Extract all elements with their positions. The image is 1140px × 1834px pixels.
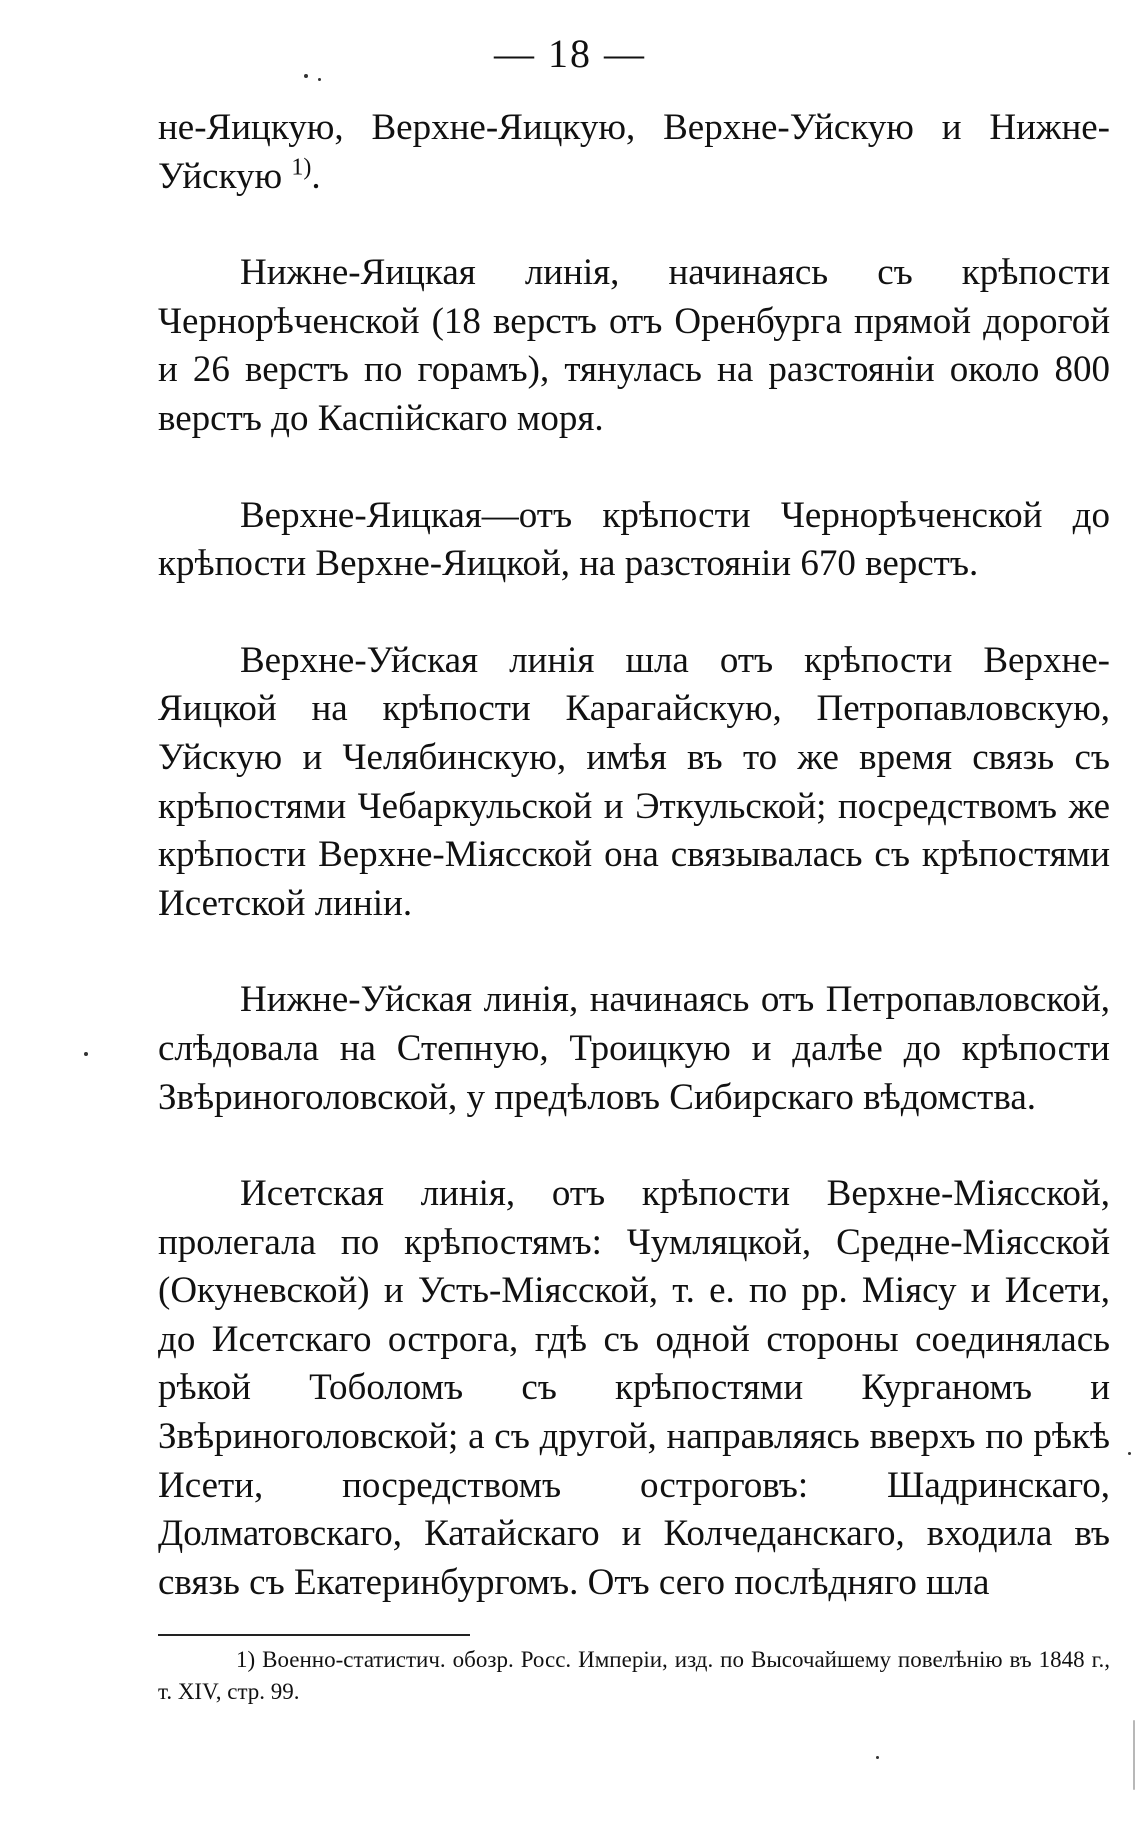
paragraph-nizhne-yaitskaya: Нижне-Яицкая линія, начинаясь съ крѣпости Чернорѣченской (18 верстъ отъ Оренбурга прямой дорогой и 26 верстъ по горамъ), тянулась на разстояніи около 800 верстъ до Каспійскаго моря. [158,252,1110,439]
paragraph-nizhne-uiskaya: Нижне-Уйская линія, начинаясь отъ Петропавловской, слѣдовала на Степную, Троицкую и далѣе до крѣпости Звѣриноголовской, у предѣловъ Сибирскаго вѣдомства. [158,979,1110,1118]
scan-speck [876,1756,879,1759]
paragraph-text: не-Яицкую, Верхне-Яицкую, Верхне-Уйскую и Нижне-Уйскую [158,107,1110,197]
page-number: — 18 — [494,31,646,76]
scan-speck [304,74,308,78]
footnote-reference: 1) [291,154,312,181]
paragraph-tail: . [311,155,321,197]
scan-speck [1133,1720,1135,1790]
paragraph-continuation [158,104,1110,201]
main-text [158,104,1110,1607]
footnote [158,1644,1110,1708]
paragraph-verkhne-yaitskaya: Верхне-Яицкая—отъ крѣпости Чернорѣченской до крѣпости Верхне-Яицкой, на разстояніи 670 верстъ. [158,494,1110,585]
paragraph-isetskaya: Исетская линія, отъ крѣпости Верхне-Міясской, пролегала по крѣпостямъ: Чумляцкой, Средне-Міясской (Окуневской) и Усть-Міясской, т. е. по рр. Міясу и Исети, до Исетскаго острога, гдѣ съ одной стороны соединялась рѣкой Тоболомъ съ крѣпостями Курганомъ и Звѣриноголовской; а съ другой, направляясь вверхъ по рѣкѣ Исети, посредствомъ остроговъ: Шадринскаго, Долматовскаго, Катайскаго и Колчеданскаго, входила въ связь съ Екатеринбургомъ. Отъ сего послѣдняго шла [158,1173,1110,1603]
scan-speck [318,78,321,81]
scan-speck [84,1052,88,1056]
footnote-text: Военно-статистич. обозр. Росс. Имперіи, изд. по Высочайшему повелѣнію въ 1848 г., т. XIV, стр. 99. [158,1647,1111,1704]
footnote-mark: 1) [236,1647,256,1672]
footnote-divider [158,1634,470,1636]
paragraph-verkhne-uiskaya: Верхне-Уйская линія шла отъ крѣпости Верхне-Яицкой на крѣпости Карагайскую, Петропавловскую, Уйскую и Челябинскую, имѣя въ то же время связь съ крѣпостями Чебаркульской и Эткульской; посредствомъ же крѣпости Верхне-Міясской она связывалась съ крѣпостями Исетской линіи. [158,639,1110,924]
scan-speck [1128,1452,1131,1455]
